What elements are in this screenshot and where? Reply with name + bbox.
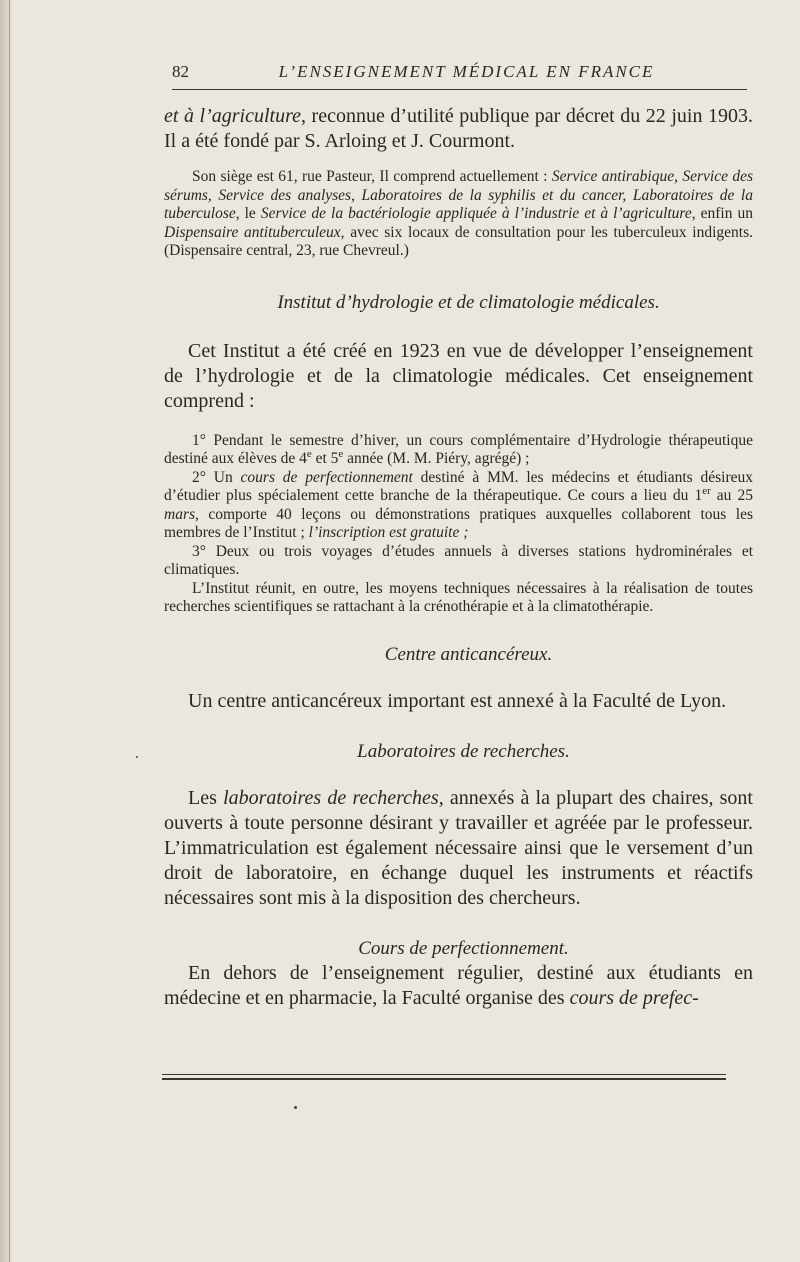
text-run: destiné à MM. les médecins et étudiants désireux d’étudier plus spécialement cette branche de la thérapeutique. Ce cours a lieu du 1 (164, 468, 753, 504)
body-paragraph (164, 104, 753, 154)
section-title: Laboratoires de recherches. (357, 740, 570, 762)
header-rule (172, 89, 747, 90)
text-run: et 5 (311, 450, 339, 467)
text-run: Un centre anticancéreux important est annexé à la Faculté de Lyon. (188, 689, 727, 712)
footer-rule-thick (162, 1078, 726, 1080)
text-run: annexés à la plupart des chaires, sont ouverts à toute personne désirant y travailler et agréée par le professeur. L’immatriculation est également nécessaire ainsi que le versement d’un droit de laboratoire, en échange duquel les instruments et réactifs nécessaires sont mis à la disposition des chercheurs. (164, 786, 753, 909)
superscript: e (338, 447, 344, 460)
body-paragraph (164, 339, 753, 414)
italic-text: l’inscription est gratuite ; (308, 524, 469, 541)
note-paragraph (164, 543, 753, 580)
body-paragraph (164, 689, 753, 714)
text-run: avec six locaux de consultation pour les tuberculeux indigents. (Dispensaire central, 23, rue Chevreul.) (164, 223, 753, 259)
body-paragraph (164, 786, 753, 911)
text-run: Cet Institut a été créé en 1923 en vue de développer l’enseignement de l’hydrologie et de la climatologie médicales. Cet enseignement comprend : (164, 339, 753, 412)
ink-speck (294, 1106, 297, 1109)
text-run: 1° Pendant le semestre d’hiver, un cours complémentaire d’Hydrologie thérapeutique destiné aux élèves de 4 (164, 431, 753, 467)
superscript: e (306, 447, 312, 460)
footer-rule-thin (162, 1074, 726, 1075)
note-paragraph (164, 580, 753, 617)
italic-text: mars, (164, 505, 199, 523)
section-title: Institut d’hydrologie et de climatologie médicales. (277, 291, 660, 313)
italic-text: et à l’agriculture (164, 105, 301, 127)
italic-text: Service antirabique, Service des sérums, Service des analyses, Laboratoires de la syphilis et du cancer, Laboratoires de la tuberculose, (164, 168, 753, 222)
ink-speck (136, 756, 138, 758)
text-run: comporte 40 leçons ou démonstrations pratiques auxquelles collaborent tous les membres de l’Institut ; (164, 505, 753, 541)
text-run: , reconnue d’utilité publique par décret du 22 juin 1903. Il a été fondé par S. Arloing et J. Courmont. (164, 105, 753, 152)
text-run: année (M. M. Piéry, agrégé) ; (343, 450, 530, 467)
text-run: Son siège est 61, rue Pasteur, Il comprend actuellement : (192, 168, 552, 185)
italic-text: cours de perfectionnement (240, 468, 413, 486)
note-paragraph (164, 469, 753, 543)
italic-text: Service de la bactériologie appliquée à l’industrie et à l’agriculture, (260, 205, 696, 222)
page-header (172, 62, 747, 86)
italic-text: cours de prefec- (569, 986, 699, 1009)
text-run: enfin un (695, 205, 753, 222)
text-run: au 25 (710, 487, 753, 504)
italic-text: Dispensaire antituberculeux, (164, 223, 345, 241)
binding-line (9, 0, 10, 1262)
text-run: L’Institut réunit, en outre, les moyens techniques nécessaires à la réalisation de toutes recherches scientifiques se rattachant à la crénothérapie et à la climatothérapie. (164, 579, 753, 615)
binding-edge (0, 0, 14, 1262)
page-body (164, 104, 753, 1011)
page-number: 82 (172, 62, 189, 81)
text-run: En dehors de l’enseignement régulier, destiné aux étudiants en médecine et en pharmacie, la Faculté organise des (164, 961, 753, 1009)
body-paragraph (164, 961, 753, 1011)
text-run: 2° Un (192, 468, 241, 486)
note-paragraph (164, 168, 753, 261)
note-paragraph (164, 432, 753, 469)
text-run: 3° Deux ou trois voyages d’études annuels à diverses stations hydrominérales et climatiques. (164, 542, 753, 578)
running-title: L’ENSEIGNEMENT MÉDICAL EN FRANCE (278, 62, 655, 81)
superscript: er (702, 484, 711, 497)
italic-text: laboratoires de recherches, (223, 786, 444, 809)
section-title: Centre anticancéreux. (384, 643, 553, 665)
section-title: Cours de perfectionnement. (358, 937, 569, 959)
text-run: Les (188, 786, 224, 809)
text-run: le (239, 205, 261, 222)
